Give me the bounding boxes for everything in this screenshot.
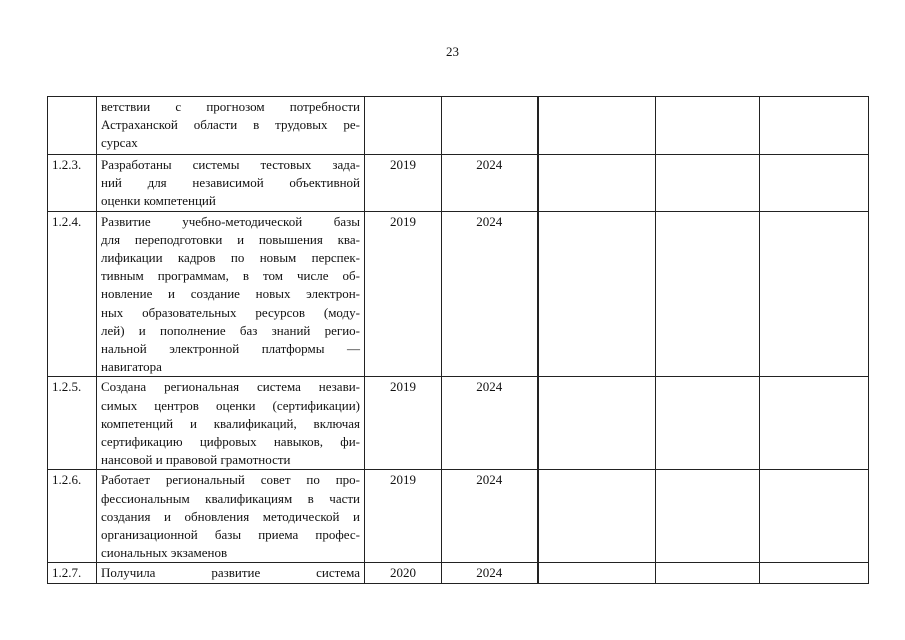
- description-line: ний для независимой объективной: [101, 175, 360, 191]
- end-year: [442, 97, 538, 155]
- description-line: Развитие учебно-методической базы: [101, 213, 360, 229]
- end-year: 2024: [442, 470, 538, 563]
- description-line: оценки компетенций: [101, 193, 216, 209]
- plan-table: [47, 96, 869, 584]
- page-number: 23: [446, 44, 459, 59]
- notes-cell: [760, 97, 869, 155]
- description-line: Работает региональный совет по про-: [101, 472, 360, 488]
- table-row: [48, 211, 869, 377]
- item-description: [97, 377, 365, 470]
- description-line: навигатора: [101, 359, 162, 375]
- notes-cell: [760, 155, 869, 212]
- responsible-cell: [538, 155, 656, 212]
- item-description: [97, 155, 365, 212]
- indicator-cell: [656, 470, 760, 563]
- description-line: создания и обновления методической и: [101, 508, 360, 524]
- description-line: Астраханской области в трудовых ре-: [101, 117, 360, 133]
- description-line: тивным программам, в том числе об-: [101, 268, 360, 284]
- indicator-cell: [656, 97, 760, 155]
- item-description: [97, 97, 365, 155]
- responsible-cell: [538, 211, 656, 377]
- table-row: [48, 563, 869, 583]
- table-row: [48, 470, 869, 563]
- start-year: [365, 97, 442, 155]
- description-line: лей) и пополнение баз знаний регио-: [101, 322, 360, 338]
- item-number: 1.2.5.: [48, 377, 97, 470]
- notes-cell: [760, 211, 869, 377]
- item-number: [48, 97, 97, 155]
- description-line: сурсах: [101, 135, 138, 151]
- start-year: 2019: [365, 155, 442, 212]
- description-line: фессиональным квалификациям в части: [101, 490, 360, 506]
- item-description: [97, 211, 365, 377]
- end-year: 2024: [442, 155, 538, 212]
- description-line: Получила развитие система: [101, 565, 360, 581]
- description-line: сертификацию цифровых навыков, фи-: [101, 434, 360, 450]
- item-number: 1.2.7.: [48, 563, 97, 583]
- start-year: 2019: [365, 377, 442, 470]
- item-number: 1.2.4.: [48, 211, 97, 377]
- item-description: [97, 470, 365, 563]
- description-line: для переподготовки и повышения ква-: [101, 231, 360, 247]
- notes-cell: [760, 470, 869, 563]
- end-year: 2024: [442, 211, 538, 377]
- start-year: 2020: [365, 563, 442, 583]
- description-line: ветствии с прогнозом потребности: [101, 99, 360, 114]
- table-row: [48, 97, 869, 155]
- indicator-cell: [656, 377, 760, 470]
- description-line: новление и создание новых электрон-: [101, 286, 360, 302]
- description-line: Разработаны системы тестовых зада-: [101, 157, 360, 172]
- end-year: 2024: [442, 563, 538, 583]
- item-number: 1.2.6.: [48, 470, 97, 563]
- start-year: 2019: [365, 470, 442, 563]
- description-line: симых центров оценки (сертификации): [101, 397, 360, 413]
- notes-cell: [760, 377, 869, 470]
- description-line: сиональных экзаменов: [101, 545, 228, 561]
- indicator-cell: [656, 211, 760, 377]
- description-line: ных образовательных ресурсов (моду-: [101, 304, 360, 320]
- description-line: компетенций и квалификаций, включая: [101, 415, 360, 431]
- responsible-cell: [538, 470, 656, 563]
- description-line: лификации кадров по новым перспек-: [101, 250, 360, 266]
- indicator-cell: [656, 563, 760, 583]
- description-line: нансовой и правовой грамотности: [101, 452, 291, 468]
- description-line: нальной электронной платформы —: [101, 341, 360, 357]
- item-description: [97, 563, 365, 583]
- plan-table-body: [48, 97, 869, 584]
- indicator-cell: [656, 155, 760, 212]
- table-row: [48, 377, 869, 470]
- responsible-cell: [538, 97, 656, 155]
- end-year: 2024: [442, 377, 538, 470]
- start-year: 2019: [365, 211, 442, 377]
- description-line: Создана региональная система незави-: [101, 379, 360, 395]
- notes-cell: [760, 563, 869, 583]
- responsible-cell: [538, 377, 656, 470]
- description-line: организационной базы приема профес-: [101, 527, 360, 543]
- item-number: 1.2.3.: [48, 155, 97, 212]
- table-row: [48, 155, 869, 212]
- responsible-cell: [538, 563, 656, 583]
